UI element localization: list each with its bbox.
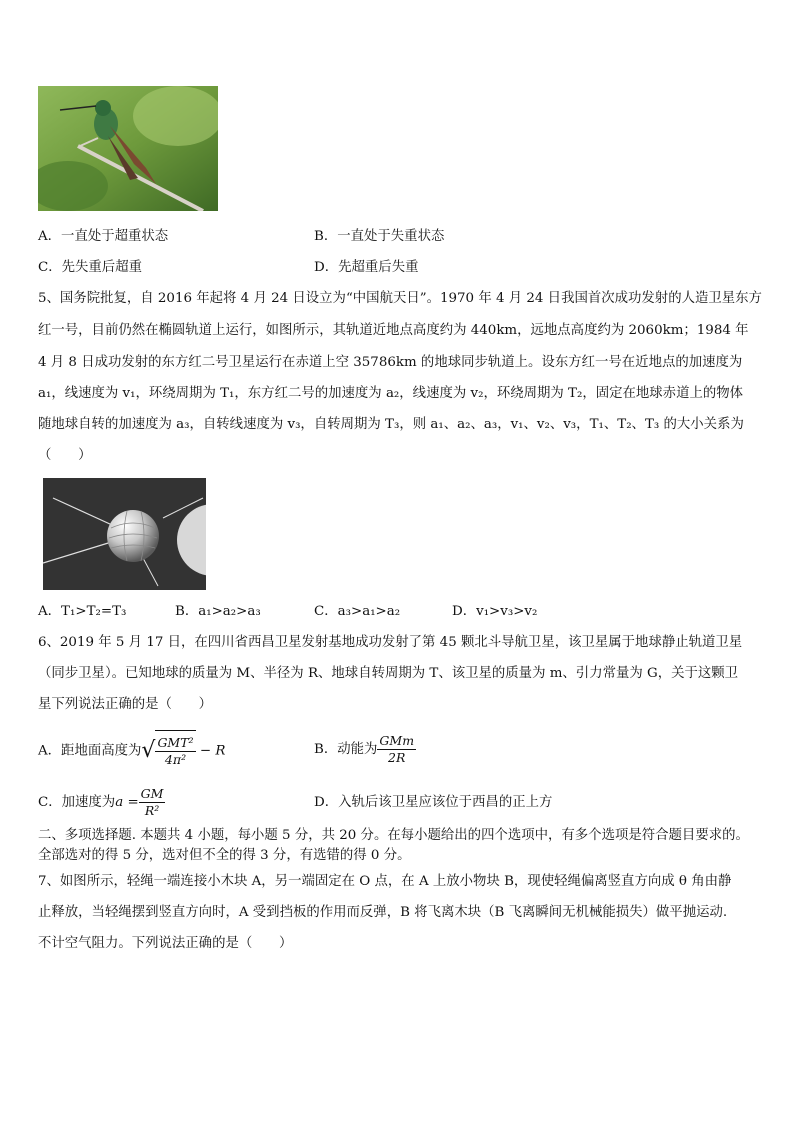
q6-c-fraction: $\frac{GM}{\text{R²}}$ [140,786,164,818]
q7-line-1: 7、如图所示，轻绳一端连接小木块 A，另一端固定在 O 点，在 A 上放小物块 B，现使轻绳偏离竖直方向成 θ 角由静 [38,874,732,889]
q5-option-a: A．T₁>T₂=T₃ [38,604,127,619]
q6-b-fraction: $\frac{\text{GMm}}{2R}$ [379,733,415,765]
q6-line-2: （同步卫星）。已知地球的质量为 M、半径为 R、地球自转周期为 T、该卫星的质量为 m、引力常量为 G，关于这颗卫 [38,666,739,681]
q6-line-1: 6、2019 年 5 月 17 日，在四川省西昌卫星发射基地成功发射了第 45 颗北斗导航卫星，该卫星属于地球静止轨道卫星 [38,635,743,650]
hummingbird-photo [38,86,218,211]
q6-option-c: C．加速度为a = $\frac{GM}{\text{R²}}$ [38,786,164,818]
q5-line-5: 随地球自转的加速度为 a₃，自转线速度为 v₃，自转周期为 T₃，则 a₁、a₂、a₃，v₁、v₂、v₃，T₁、T₂、T₃ 的大小关系为 [38,417,744,432]
q6-a-fraction: $\frac{\text{GMT²}}{\text{4π²}}$ [157,735,194,767]
section-2-heading-line-2: 全部选对的得 5 分，选对但不全的得 3 分，有选错的得 0 分。 [38,848,411,863]
q6-option-a: A．距地面高度为√ $\frac{\text{GMT²}}{\text{4π²}}$ − R [38,730,225,774]
q5-line-2: 红一号，目前仍然在椭圆轨道上运行，如图所示，其轨道近地点高度约为 440km，远地点高度约为 2060km；1984 年 [38,323,749,338]
section-2-heading-line-1: 二、多项选择题. 本题共 4 小题，每小题 5 分，共 20 分。在每小题给出的四个选项中，有多个选项是符合题目要求的。 [38,828,749,843]
q4-option-a: A．一直处于超重状态 [38,229,169,244]
q6-option-b: B．动能为 $\frac{\text{GMm}}{2R}$ [314,733,415,765]
q5-line-3: 4 月 8 日成功发射的东方红二号卫星运行在赤道上空 35786km 的地球同步轨道上。设东方红一号在近地点的加速度为 [38,355,743,370]
q6-option-d: D．入轨后该卫星应该位于西昌的正上方 [314,795,553,810]
q5-line-6: （ ） [38,448,92,463]
q5-option-d: D．v₁>v₃>v₂ [452,604,538,619]
q7-line-3: 不计空气阻力。下列说法正确的是（ ） [38,936,293,951]
q7-line-2: 止释放，当轻绳摆到竖直方向时，A 受到挡板的作用而反弹，B 将飞离木块（B 飞离瞬间无机械能损失）做平抛运动. [38,905,728,920]
q4-option-c: C．先失重后超重 [38,260,142,275]
q5-line-4: a₁，线速度为 v₁，环绕周期为 T₁，东方红二号的加速度为 a₂，线速度为 v₂，环绕周期为 T₂，固定在地球赤道上的物体 [38,386,744,401]
q5-option-c: C．a₃>a₁>a₂ [314,604,401,619]
q4-option-b: B．一直处于失重状态 [314,229,445,244]
q5-option-b: B．a₁>a₂>a₃ [175,604,261,619]
q6-line-3: 星下列说法正确的是（ ） [38,697,213,712]
satellite-photo [43,478,206,590]
q5-line-1: 5、国务院批复，自 2016 年起将 4 月 24 日设立为“中国航天日”。1970 年 4 月 24 日我国首次成功发射的人造卫星东方 [38,291,762,306]
q4-option-d: D．先超重后失重 [314,260,419,275]
